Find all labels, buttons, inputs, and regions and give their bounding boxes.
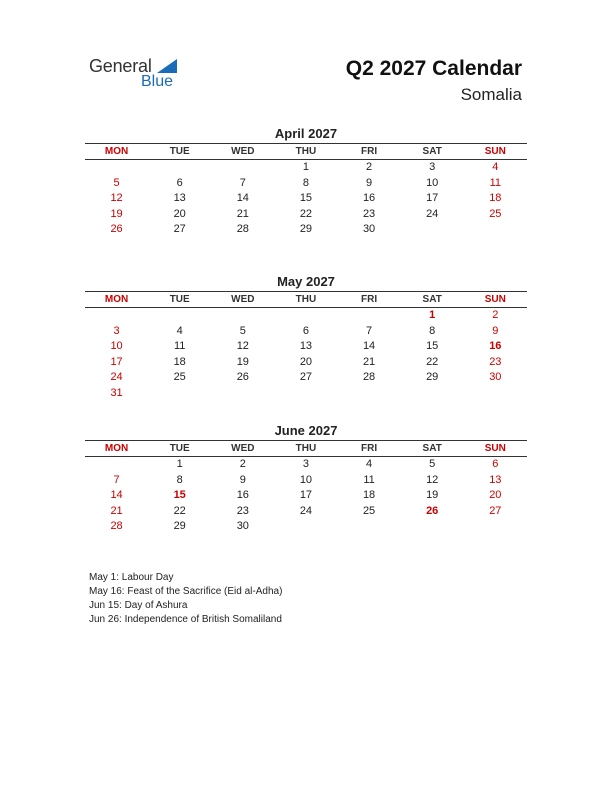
generalblue-logo xyxy=(89,56,189,96)
day-cell: 24 xyxy=(299,504,313,517)
holiday-list xyxy=(89,571,282,627)
day-cell: 14 xyxy=(236,192,249,205)
week-row xyxy=(85,370,527,386)
day-cell: 14 xyxy=(110,489,123,502)
weekday-label: MON xyxy=(104,294,129,305)
day-cell: 8 xyxy=(176,473,183,486)
week-row xyxy=(85,191,527,207)
day-cell: 1 xyxy=(176,458,183,470)
week-row xyxy=(85,324,527,340)
day-cell xyxy=(211,308,274,324)
holiday-item: May 16: Feast of the Sacrifice (Eid al-Adha) xyxy=(89,586,283,597)
logo-general-text: General xyxy=(89,56,152,76)
weekday-label: THU xyxy=(295,294,317,305)
week-row xyxy=(85,488,527,504)
day-cell: 13 xyxy=(173,192,186,205)
day-cell: 20 xyxy=(173,207,186,220)
weekday-label: WED xyxy=(231,146,255,157)
day-cell xyxy=(464,222,527,238)
weekday-label: FRI xyxy=(361,294,378,305)
day-cell xyxy=(148,160,211,176)
day-cell: 17 xyxy=(426,192,439,205)
weekday-label: TUE xyxy=(169,294,190,305)
day-cell: 11 xyxy=(363,473,375,486)
day-cell xyxy=(274,519,337,535)
day-cell: 17 xyxy=(299,489,313,502)
day-cell xyxy=(85,308,148,324)
day-cell: 1 xyxy=(302,161,309,173)
day-cell xyxy=(148,386,211,402)
day-cell: 14 xyxy=(362,340,376,353)
day-cell: 10 xyxy=(426,176,439,189)
day-cell: 15 xyxy=(426,340,439,353)
day-cell: 22 xyxy=(426,355,439,368)
week-row xyxy=(85,355,527,371)
holiday-item: Jun 26: Independence of British Somaliland xyxy=(89,614,282,625)
weekday-label: SAT xyxy=(422,443,442,454)
day-cell: 29 xyxy=(426,371,439,384)
day-cell xyxy=(148,308,211,324)
day-cell: 26 xyxy=(110,223,123,236)
day-cell: 19 xyxy=(110,207,123,220)
weekday-label: SUN xyxy=(484,146,506,157)
day-cell: 30 xyxy=(236,520,249,533)
week-row xyxy=(85,519,527,535)
day-cell xyxy=(401,386,464,402)
week-row xyxy=(85,386,527,402)
day-cell: 23 xyxy=(236,504,249,517)
day-cell: 2 xyxy=(492,309,499,321)
day-cell: 27 xyxy=(299,371,313,384)
day-cell: 16 xyxy=(362,192,376,205)
day-cell: 9 xyxy=(366,176,373,189)
day-cell: 19 xyxy=(236,355,249,368)
weekday-header xyxy=(85,143,527,160)
day-cell: 30 xyxy=(489,371,502,384)
month-title: April 2027 xyxy=(274,126,338,141)
day-cell: 7 xyxy=(113,473,120,486)
holiday-date: 15 xyxy=(173,489,186,502)
weekday-label: FRI xyxy=(361,443,378,454)
day-cell xyxy=(338,308,401,324)
day-cell: 11 xyxy=(489,176,502,189)
month-block xyxy=(85,422,527,535)
day-cell: 18 xyxy=(362,489,376,502)
day-cell: 29 xyxy=(173,520,186,533)
day-cell xyxy=(85,160,148,176)
day-cell: 18 xyxy=(173,355,186,368)
day-cell: 2 xyxy=(366,161,373,173)
weekday-label: WED xyxy=(231,294,255,305)
page-title: Q2 2027 Calendar xyxy=(345,57,522,80)
day-cell: 7 xyxy=(239,176,246,189)
day-cell: 19 xyxy=(426,489,439,502)
weekday-label: SUN xyxy=(484,294,506,305)
day-cell: 5 xyxy=(113,176,120,189)
country-name: Somalia xyxy=(460,85,522,104)
weekday-label: MON xyxy=(104,146,129,157)
weekday-header xyxy=(85,440,527,457)
day-cell: 31 xyxy=(110,386,123,399)
month-title: June 2027 xyxy=(274,423,338,438)
day-cell xyxy=(464,386,527,402)
day-cell xyxy=(211,160,274,176)
day-cell xyxy=(338,519,401,535)
day-cell: 9 xyxy=(492,324,499,337)
day-cell: 4 xyxy=(492,161,499,173)
day-cell: 6 xyxy=(176,176,183,189)
day-cell xyxy=(401,222,464,238)
day-cell: 17 xyxy=(110,355,123,368)
day-cell: 30 xyxy=(362,223,376,236)
weekday-label: THU xyxy=(295,443,317,454)
day-cell: 26 xyxy=(236,371,249,384)
day-cell: 21 xyxy=(236,207,249,220)
day-cell: 18 xyxy=(489,192,502,205)
day-cell: 24 xyxy=(110,371,123,384)
day-cell: 25 xyxy=(489,207,502,220)
day-cell xyxy=(211,386,274,402)
day-cell xyxy=(401,519,464,535)
day-cell: 2 xyxy=(239,458,246,470)
day-cell: 21 xyxy=(110,504,123,517)
day-cell: 7 xyxy=(366,324,373,337)
weekday-label: TUE xyxy=(169,146,190,157)
day-cell: 20 xyxy=(489,489,502,502)
day-cell: 3 xyxy=(429,161,436,173)
week-row xyxy=(85,207,527,223)
week-row xyxy=(85,222,527,238)
week-row xyxy=(85,473,527,489)
day-cell: 28 xyxy=(110,520,123,533)
day-cell: 12 xyxy=(236,340,249,353)
day-cell: 12 xyxy=(426,473,439,486)
week-row xyxy=(85,308,527,324)
day-cell: 12 xyxy=(110,192,123,205)
week-row xyxy=(85,160,527,176)
day-cell: 23 xyxy=(362,207,376,220)
day-cell: 22 xyxy=(299,207,313,220)
day-cell: 4 xyxy=(176,324,183,337)
month-block xyxy=(85,273,527,402)
day-cell: 13 xyxy=(489,473,502,486)
day-cell: 20 xyxy=(299,355,313,368)
day-cell: 25 xyxy=(173,371,186,384)
day-cell: 27 xyxy=(173,223,186,236)
day-cell: 6 xyxy=(492,458,499,470)
day-cell: 24 xyxy=(426,207,439,220)
weekday-label: TUE xyxy=(169,443,190,454)
day-cell: 22 xyxy=(173,504,186,517)
day-cell: 4 xyxy=(366,458,373,470)
day-cell xyxy=(338,386,401,402)
week-row xyxy=(85,457,527,473)
day-cell xyxy=(85,457,148,473)
day-cell: 23 xyxy=(489,355,502,368)
month-block xyxy=(85,125,527,238)
logo-blue-text: Blue xyxy=(141,73,174,90)
month-title: May 2027 xyxy=(277,274,335,289)
holiday-date: 16 xyxy=(489,340,502,353)
holiday-date: 1 xyxy=(429,309,436,321)
day-cell: 10 xyxy=(299,473,313,486)
weekday-label: WED xyxy=(231,443,255,454)
day-cell: 27 xyxy=(489,504,502,517)
weekday-label: SUN xyxy=(484,443,506,454)
day-cell: 15 xyxy=(299,192,313,205)
day-cell: 5 xyxy=(239,324,246,337)
day-cell: 13 xyxy=(299,340,313,353)
week-row xyxy=(85,504,527,520)
holiday-date: 26 xyxy=(426,504,439,517)
day-cell: 9 xyxy=(239,473,246,486)
logo-triangle-icon xyxy=(157,59,177,73)
day-cell: 29 xyxy=(299,223,313,236)
day-cell: 3 xyxy=(302,458,309,470)
day-cell: 10 xyxy=(110,340,123,353)
holiday-item: May 1: Labour Day xyxy=(89,572,174,583)
weekday-header xyxy=(85,291,527,308)
day-cell: 28 xyxy=(362,371,376,384)
weekday-label: FRI xyxy=(361,146,378,157)
day-cell xyxy=(274,308,337,324)
day-cell: 6 xyxy=(302,324,309,337)
day-cell: 8 xyxy=(302,176,309,189)
day-cell: 5 xyxy=(429,458,436,470)
week-row xyxy=(85,339,527,355)
weekday-label: SAT xyxy=(422,146,442,157)
day-cell xyxy=(464,519,527,535)
day-cell: 25 xyxy=(362,504,376,517)
weekday-label: SAT xyxy=(422,294,442,305)
day-cell: 28 xyxy=(236,223,249,236)
weekday-label: MON xyxy=(104,443,129,454)
week-row xyxy=(85,176,527,192)
day-cell: 16 xyxy=(236,489,249,502)
day-cell xyxy=(274,386,337,402)
holiday-item: Jun 15: Day of Ashura xyxy=(89,600,188,611)
day-cell: 8 xyxy=(429,324,436,337)
day-cell: 11 xyxy=(173,340,186,353)
day-cell: 21 xyxy=(362,355,376,368)
day-cell: 3 xyxy=(113,324,120,337)
weekday-label: THU xyxy=(295,146,317,157)
